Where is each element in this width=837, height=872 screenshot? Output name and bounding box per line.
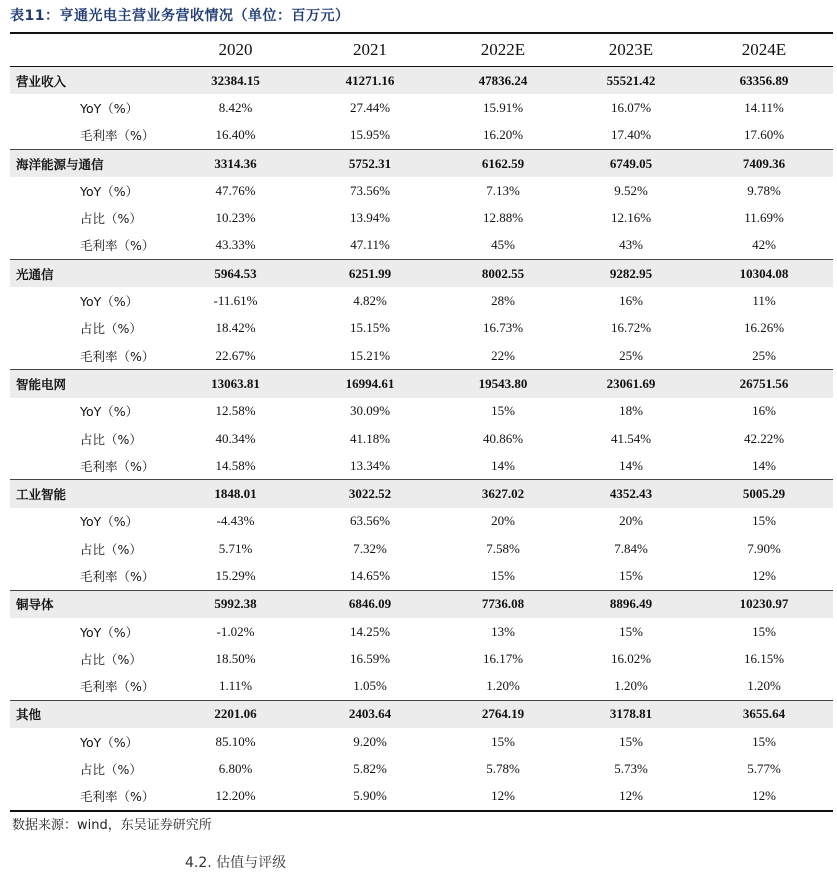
metric-row xyxy=(10,425,833,452)
metric-value-cell: 15.29% xyxy=(215,567,256,583)
metric-row xyxy=(10,398,833,425)
segment-name: 智能电网 xyxy=(10,370,170,398)
revenue-table xyxy=(10,32,833,812)
metric-value-cell: 13.94% xyxy=(349,210,391,226)
segment-value-cell: 26751.56 xyxy=(695,370,833,398)
table-body xyxy=(10,67,833,812)
metric-value-cell: 7.32% xyxy=(353,540,387,556)
segment-value-cell: 10230.97 xyxy=(695,590,833,618)
metric-value-cell: 15.21% xyxy=(349,347,391,363)
metric-value-cell: -1.02% xyxy=(216,623,255,639)
metric-label: 占比（%） xyxy=(80,651,142,667)
group-row xyxy=(10,149,833,177)
column-header: 2024E xyxy=(695,33,833,67)
metric-value-cell: 41.18% xyxy=(349,430,391,446)
group-row xyxy=(10,590,833,618)
group-row xyxy=(10,480,833,508)
segment-value-cell: 3627.02 xyxy=(439,480,567,508)
metric-value-cell: 12% xyxy=(491,788,515,804)
segment-value-cell: 5964.53 xyxy=(170,260,301,288)
segment-value-cell: 2201.06 xyxy=(170,700,301,728)
next-section-heading: 4.2. 估值与评级 xyxy=(185,855,287,871)
metric-value-cell: 16.72% xyxy=(610,320,652,336)
segment-name: 海洋能源与通信 xyxy=(10,149,170,177)
metric-value-cell: 16.59% xyxy=(349,650,391,666)
metric-value-cell: 9.20% xyxy=(353,733,387,749)
metric-value-cell: 7.90% xyxy=(747,540,781,556)
metric-value-cell: 15.95% xyxy=(349,127,391,143)
metric-value-cell: 5.90% xyxy=(353,788,387,804)
metric-value-cell: 20% xyxy=(619,513,643,529)
metric-value-cell: 1.11% xyxy=(218,678,253,694)
metric-value-cell: 16.73% xyxy=(482,320,524,336)
metric-label: YoY（%） xyxy=(80,100,139,116)
metric-value-cell: 16.26% xyxy=(743,320,785,336)
metric-value-cell: 7.84% xyxy=(614,540,648,556)
segment-value-cell: 2764.19 xyxy=(439,700,567,728)
metric-value-cell: 43% xyxy=(619,237,643,253)
metric-label: 毛利率（%） xyxy=(80,568,155,584)
metric-value-cell: 73.56% xyxy=(349,182,391,198)
metric-label: 毛利率（%） xyxy=(80,789,155,805)
metric-value-cell: 7.58% xyxy=(486,540,520,556)
segment-name: 营业收入 xyxy=(10,67,170,95)
metric-value-cell: 15.15% xyxy=(349,320,391,336)
metric-label: 占比（%） xyxy=(80,431,142,447)
metric-label: 毛利率（%） xyxy=(80,238,155,254)
metric-value-cell: 30.09% xyxy=(349,403,391,419)
segment-value-cell: 3655.64 xyxy=(695,700,833,728)
metric-value-cell: 25% xyxy=(619,347,643,363)
metric-value-cell: -11.61% xyxy=(213,293,258,309)
metric-value-cell: 15% xyxy=(491,733,515,749)
metric-value-cell: 10.23% xyxy=(215,210,256,226)
metric-value-cell: 16.02% xyxy=(610,650,652,666)
segment-value-cell: 7409.36 xyxy=(695,149,833,177)
metric-value-cell: 18.50% xyxy=(215,650,256,666)
segment-name: 工业智能 xyxy=(10,480,170,508)
segment-name: 铜导体 xyxy=(10,590,170,618)
header-blank xyxy=(10,33,170,67)
metric-value-cell: 40.86% xyxy=(482,430,524,446)
metric-value-cell: 5.71% xyxy=(218,540,253,556)
metric-value-cell: -4.43% xyxy=(216,513,255,529)
metric-row xyxy=(10,315,833,342)
metric-label: 占比（%） xyxy=(80,541,142,557)
metric-value-cell: 1.20% xyxy=(614,678,648,694)
segment-value-cell: 5752.31 xyxy=(301,149,439,177)
metric-value-cell: 40.34% xyxy=(215,430,256,446)
segment-value-cell: 5992.38 xyxy=(170,590,301,618)
metric-row xyxy=(10,287,833,314)
metric-value-cell: 12.58% xyxy=(215,403,256,419)
metric-label: YoY（%） xyxy=(80,404,139,420)
segment-value-cell: 55521.42 xyxy=(567,67,695,95)
metric-value-cell: 12.88% xyxy=(482,210,524,226)
column-header: 2023E xyxy=(567,33,695,67)
metric-value-cell: 27.44% xyxy=(349,99,391,115)
metric-label: YoY（%） xyxy=(80,294,139,310)
metric-value-cell: 20% xyxy=(491,513,515,529)
segment-value-cell: 47836.24 xyxy=(439,67,567,95)
metric-row xyxy=(10,755,833,782)
metric-value-cell: 4.82% xyxy=(353,293,387,309)
metric-row xyxy=(10,535,833,562)
metric-row xyxy=(10,645,833,672)
metric-value-cell: 9.78% xyxy=(747,182,781,198)
metric-value-cell: 11.69% xyxy=(744,210,784,226)
metric-row xyxy=(10,673,833,701)
group-row xyxy=(10,260,833,288)
metric-label: YoY（%） xyxy=(80,183,139,199)
metric-value-cell: 16.20% xyxy=(482,127,524,143)
metric-value-cell: 14.65% xyxy=(349,567,391,583)
table-title: 表11：亨通光电主营业务营收情况（单位：百万元） xyxy=(10,8,350,24)
metric-row xyxy=(10,728,833,755)
metric-value-cell: 14% xyxy=(619,457,643,473)
segment-value-cell: 63356.89 xyxy=(695,67,833,95)
segment-name: 光通信 xyxy=(10,260,170,288)
group-row xyxy=(10,67,833,95)
segment-value-cell: 19543.80 xyxy=(439,370,567,398)
group-row xyxy=(10,700,833,728)
metric-label: 占比（%） xyxy=(80,211,142,227)
header-row xyxy=(10,33,833,67)
metric-value-cell: 41.54% xyxy=(610,430,652,446)
metric-value-cell: 16.07% xyxy=(610,99,652,115)
segment-value-cell: 6251.99 xyxy=(301,260,439,288)
segment-value-cell: 1848.01 xyxy=(170,480,301,508)
metric-value-cell: 28% xyxy=(491,293,515,309)
metric-value-cell: 15% xyxy=(619,623,643,639)
metric-value-cell: 14.11% xyxy=(744,99,784,115)
metric-value-cell: 85.10% xyxy=(215,733,256,749)
metric-label: 毛利率（%） xyxy=(80,348,155,364)
metric-value-cell: 42% xyxy=(752,237,776,253)
metric-label: 毛利率（%） xyxy=(80,458,155,474)
metric-value-cell: 15% xyxy=(619,733,643,749)
metric-label: YoY（%） xyxy=(80,514,139,530)
metric-value-cell: 13% xyxy=(491,623,515,639)
metric-value-cell: 16.15% xyxy=(743,650,785,666)
metric-value-cell: 14% xyxy=(752,457,776,473)
metric-value-cell: 15% xyxy=(491,403,515,419)
metric-label: YoY（%） xyxy=(80,734,139,750)
metric-value-cell: 15% xyxy=(752,733,776,749)
segment-value-cell: 13063.81 xyxy=(170,370,301,398)
metric-value-cell: 22% xyxy=(491,347,515,363)
metric-value-cell: 15% xyxy=(752,513,776,529)
segment-value-cell: 10304.08 xyxy=(695,260,833,288)
metric-value-cell: 15% xyxy=(491,567,515,583)
metric-value-cell: 11% xyxy=(752,293,776,309)
metric-value-cell: 16% xyxy=(619,293,643,309)
metric-value-cell: 15% xyxy=(619,567,643,583)
segment-value-cell: 32384.15 xyxy=(170,67,301,95)
metric-value-cell: 12.16% xyxy=(610,210,652,226)
segment-name: 其他 xyxy=(10,700,170,728)
metric-value-cell: 12% xyxy=(752,567,776,583)
segment-value-cell: 41271.16 xyxy=(301,67,439,95)
metric-value-cell: 15.91% xyxy=(482,99,524,115)
metric-value-cell: 16.40% xyxy=(215,127,256,143)
metric-row xyxy=(10,783,833,811)
column-header: 2021 xyxy=(301,33,439,67)
metric-row xyxy=(10,232,833,260)
metric-value-cell: 17.60% xyxy=(743,127,785,143)
metric-value-cell: 47.76% xyxy=(215,182,256,198)
metric-value-cell: 1.20% xyxy=(747,678,781,694)
segment-value-cell: 4352.43 xyxy=(567,480,695,508)
metric-value-cell: 15% xyxy=(752,623,776,639)
metric-value-cell: 14% xyxy=(491,457,515,473)
segment-value-cell: 2403.64 xyxy=(301,700,439,728)
column-header: 2022E xyxy=(439,33,567,67)
metric-value-cell: 42.22% xyxy=(743,430,785,446)
metric-value-cell: 12.20% xyxy=(215,788,256,804)
metric-value-cell: 18% xyxy=(619,403,643,419)
metric-value-cell: 18.42% xyxy=(215,320,256,336)
column-header: 2020 xyxy=(170,33,301,67)
metric-value-cell: 5.78% xyxy=(486,761,520,777)
metric-value-cell: 16.17% xyxy=(482,650,524,666)
segment-value-cell: 6162.59 xyxy=(439,149,567,177)
metric-value-cell: 1.20% xyxy=(486,678,520,694)
group-row xyxy=(10,370,833,398)
segment-value-cell: 7736.08 xyxy=(439,590,567,618)
metric-value-cell: 22.67% xyxy=(215,347,256,363)
metric-value-cell: 6.80% xyxy=(218,761,253,777)
metric-row xyxy=(10,94,833,121)
segment-value-cell: 3022.52 xyxy=(301,480,439,508)
segment-value-cell: 9282.95 xyxy=(567,260,695,288)
metric-label: 毛利率（%） xyxy=(80,679,155,695)
segment-value-cell: 5005.29 xyxy=(695,480,833,508)
segment-value-cell: 6846.09 xyxy=(301,590,439,618)
metric-value-cell: 14.25% xyxy=(349,623,391,639)
metric-value-cell: 12% xyxy=(619,788,643,804)
segment-value-cell: 8896.49 xyxy=(567,590,695,618)
metric-label: 占比（%） xyxy=(80,762,142,778)
metric-row xyxy=(10,452,833,480)
metric-row xyxy=(10,177,833,204)
metric-value-cell: 9.52% xyxy=(614,182,648,198)
metric-value-cell: 63.56% xyxy=(349,513,391,529)
metric-label: YoY（%） xyxy=(80,624,139,640)
metric-row xyxy=(10,508,833,535)
metric-row xyxy=(10,122,833,150)
metric-value-cell: 16% xyxy=(752,403,776,419)
metric-value-cell: 5.82% xyxy=(353,761,387,777)
metric-row xyxy=(10,618,833,645)
segment-value-cell: 3178.81 xyxy=(567,700,695,728)
metric-value-cell: 12% xyxy=(752,788,776,804)
metric-value-cell: 25% xyxy=(752,347,776,363)
metric-value-cell: 1.05% xyxy=(353,678,387,694)
metric-value-cell: 45% xyxy=(491,237,515,253)
metric-row xyxy=(10,204,833,231)
segment-value-cell: 3314.36 xyxy=(170,149,301,177)
segment-value-cell: 16994.61 xyxy=(301,370,439,398)
segment-value-cell: 6749.05 xyxy=(567,149,695,177)
metric-value-cell: 17.40% xyxy=(610,127,652,143)
metric-value-cell: 13.34% xyxy=(349,457,391,473)
segment-value-cell: 8002.55 xyxy=(439,260,567,288)
metric-value-cell: 5.73% xyxy=(614,761,648,777)
metric-value-cell: 7.13% xyxy=(486,182,520,198)
metric-row xyxy=(10,342,833,370)
source-note: 数据来源：wind，东吴证券研究所 xyxy=(12,818,212,833)
metric-value-cell: 8.42% xyxy=(218,99,253,115)
metric-value-cell: 43.33% xyxy=(215,237,256,253)
segment-value-cell: 23061.69 xyxy=(567,370,695,398)
metric-value-cell: 14.58% xyxy=(215,457,256,473)
metric-label: 毛利率（%） xyxy=(80,128,155,144)
metric-value-cell: 47.11% xyxy=(350,237,390,253)
metric-row xyxy=(10,562,833,590)
metric-value-cell: 5.77% xyxy=(747,761,781,777)
metric-label: 占比（%） xyxy=(80,321,142,337)
